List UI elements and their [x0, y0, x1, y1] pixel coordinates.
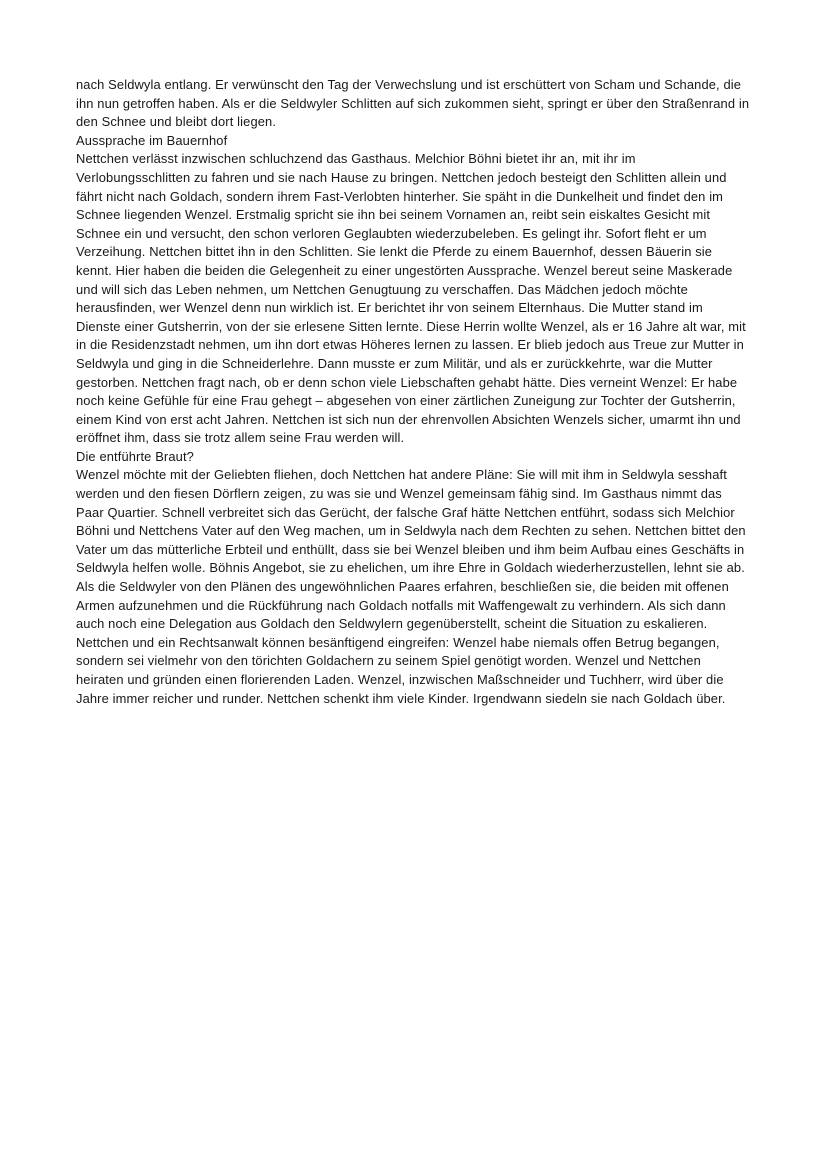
paragraph-aussprache: Nettchen verlässt inzwischen schluchzend das Gasthaus. Melchior Böhni bietet ihr an, mit ihr im Verlobungsschlitten zu fahren und sie nach Hause zu bringen. Nettchen jedoch besteigt den Schlitten allein und fährt nicht nach Goldach, sondern ihrem Fast-Verlobten hinterher. Sie späht in die Dunkelheit und findet den im Schnee liegenden Wenzel. Erstmalig spricht sie ihn bei seinem Vornamen an, reibt sein eiskaltes Gesicht mit Schnee ein und versucht, den schon verloren Geglaubten wiederzubeleben. Es gelingt ihr. Sofort fleht er um Verzeihung. Nettchen bittet ihn in den Schlitten. Sie lenkt die Pferde zu einem Bauernhof, dessen Bäuerin sie kennt. Hier haben die beiden die Gelegenheit zu einer ungestörten Aussprache. Wenzel bereut seine Maskerade und will sich das Leben nehmen, um Nettchen Genugtuung zu verschaffen. Das Mädchen jedoch möchte herausfinden, wer Wenzel denn nun wirklich ist. Er berichtet ihr von seinem Elternhaus. Die Mutter stand im Dienste einer Gutsherrin, von der sie erlesene Sitten lernte. Diese Herrin wollte Wenzel, als er 16 Jahre alt war, mit in die Residenzstadt nehmen, um ihn dort etwas Höheres lernen zu lassen. Er blieb jedoch aus Treue zur Mutter in Seldwyla und ging in die Schneiderlehre. Dann musste er zum Militär, und als er zurückkehrte, war die Mutter gestorben. Nettchen fragt nach, ob er denn schon viele Liebschaften gehabt hätte. Dies verneint Wenzel: Er habe noch keine Gefühle für eine Frau gehegt – abgesehen von einer zärtlichen Zuneigung zur Tochter der Gutsherrin, einem Kind von erst acht Jahren. Nettchen ist sich nun der ehrenvollen Absichten Wenzels sicher, umarmt ihn und eröffnet ihm, dass sie trotz allem seine Frau werden will. — [76, 151, 746, 446]
heading-aussprache-im-bauernhof: Aussprache im Bauernhof — [76, 132, 228, 148]
document-text-body — [76, 76, 750, 708]
paragraph-entfuehrte-braut: Wenzel möchte mit der Geliebten fliehen, doch Nettchen hat andere Pläne: Sie will mit ihm in Seldwyla sesshaft werden und den fiesen Dörflern zeigen, zu was sie und Wenzel gemeinsam fähig sind. Im Gasthaus nimmt das Paar Quartier. Schnell verbreitet sich das Gerücht, der falsche Graf hätte Nettchen entführt, sodass sich Melchior Böhni und Nettchens Vater auf den Weg machen, um in Seldwyla nach dem Rechten zu sehen. Nettchen bittet den Vater um das mütterliche Erbteil und enthüllt, dass sie bei Wenzel bleiben und ihm beim Aufbau eines Geschäfts in Seldwyla helfen wolle. Böhnis Angebot, sie zu ehelichen, um ihre Ehre in Goldach wiederherzustellen, lehnt sie ab. Als die Seldwyler von den Plänen des ungewöhnlichen Paares erfahren, beschließen sie, die beiden mit offenen Armen aufzunehmen und die Rückführung nach Goldach notfalls mit Waffengewalt zu verhindern. Als sich dann auch noch eine Delegation aus Goldach den Seldwylern gegenüberstellt, scheint die Situation zu eskalieren. Nettchen und ein Rechtsanwalt können besänftigend eingreifen: Wenzel habe niemals offen Betrug begangen, sondern sei vielmehr von den törichten Goldachern zu seinem Spiel genötigt worden. Wenzel und Nettchen heiraten und gründen einen florierenden Laden. Wenzel, inzwischen Maßschneider und Tuchherr, wird über die Jahre immer reicher und runder. Nettchen schenkt ihm viele Kinder. Irgendwann siedeln sie nach Goldach über. — [76, 467, 746, 706]
heading-die-entfuehrte-braut: Die entführte Braut? — [76, 448, 194, 464]
paragraph-seldwyla-entlang: nach Seldwyla entlang. Er verwünscht den Tag der Verwechslung und ist erschüttert von Scham und Schande, die ihn nun getroffen haben. Als er die Seldwyler Schlitten auf sich zukommen sieht, springt er über den Straßenrand in den Schnee und bleibt dort liegen. — [76, 77, 750, 130]
